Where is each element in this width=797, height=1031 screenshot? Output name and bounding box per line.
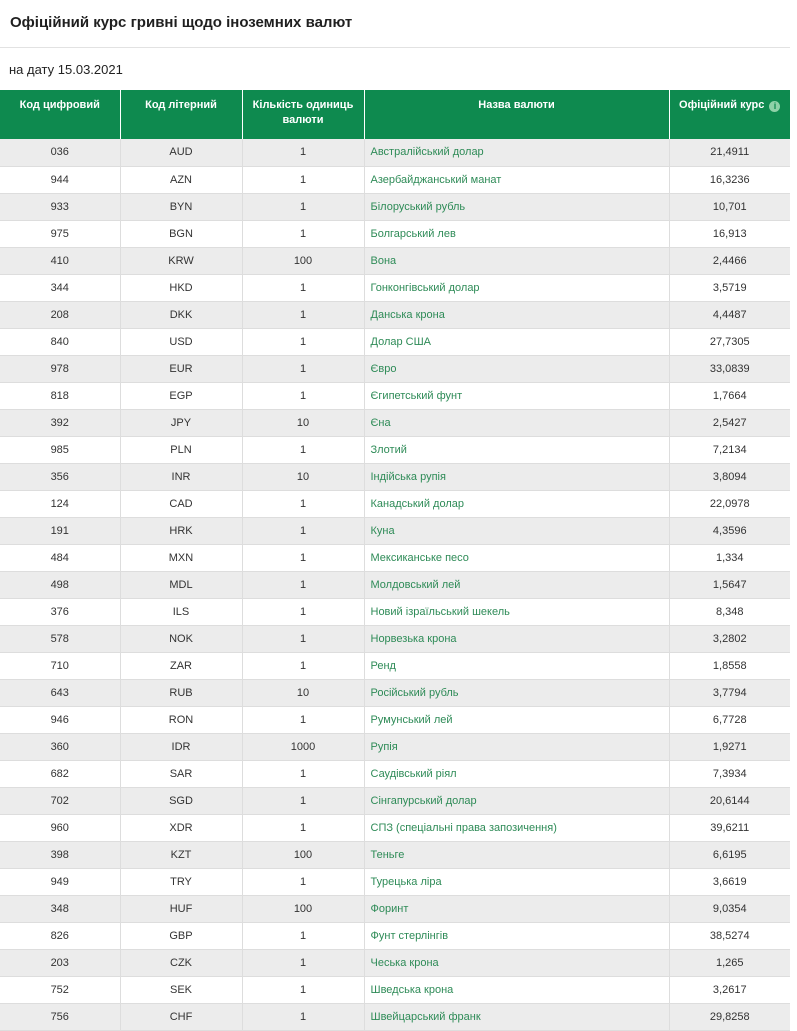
cell-units: 1 bbox=[242, 517, 364, 544]
cell-letter-code: TRY bbox=[120, 868, 242, 895]
cell-numeric-code: 392 bbox=[0, 409, 120, 436]
cell-numeric-code: 944 bbox=[0, 166, 120, 193]
cell-letter-code: RUB bbox=[120, 679, 242, 706]
cell-numeric-code: 360 bbox=[0, 733, 120, 760]
cell-numeric-code: 752 bbox=[0, 976, 120, 1003]
cell-numeric-code: 975 bbox=[0, 220, 120, 247]
cell-official-rate: 3,7794 bbox=[669, 679, 790, 706]
cell-currency-name[interactable]: Ренд bbox=[364, 652, 669, 679]
cell-currency-name[interactable]: Саудівський ріял bbox=[364, 760, 669, 787]
cell-letter-code: HRK bbox=[120, 517, 242, 544]
cell-currency-name[interactable]: Новий ізраїльський шекель bbox=[364, 598, 669, 625]
table-row bbox=[0, 301, 790, 328]
cell-numeric-code: 643 bbox=[0, 679, 120, 706]
cell-numeric-code: 208 bbox=[0, 301, 120, 328]
cell-letter-code: SGD bbox=[120, 787, 242, 814]
cell-currency-name[interactable]: Фунт стерлінгів bbox=[364, 922, 669, 949]
cell-units: 1 bbox=[242, 625, 364, 652]
table-row bbox=[0, 841, 790, 868]
table-row bbox=[0, 868, 790, 895]
cell-letter-code: BYN bbox=[120, 193, 242, 220]
table-row bbox=[0, 517, 790, 544]
table-row bbox=[0, 544, 790, 571]
table-row bbox=[0, 166, 790, 193]
cell-official-rate: 20,6144 bbox=[669, 787, 790, 814]
cell-letter-code: CZK bbox=[120, 949, 242, 976]
table-row bbox=[0, 625, 790, 652]
cell-currency-name[interactable]: Сінгапурський долар bbox=[364, 787, 669, 814]
cell-units: 1 bbox=[242, 760, 364, 787]
table-row bbox=[0, 382, 790, 409]
cell-numeric-code: 344 bbox=[0, 274, 120, 301]
cell-numeric-code: 578 bbox=[0, 625, 120, 652]
cell-units: 1 bbox=[242, 436, 364, 463]
cell-numeric-code: 702 bbox=[0, 787, 120, 814]
cell-units: 1 bbox=[242, 382, 364, 409]
cell-official-rate: 38,5274 bbox=[669, 922, 790, 949]
column-header-numeric-code[interactable]: Код цифровий bbox=[0, 90, 120, 139]
cell-official-rate: 10,701 bbox=[669, 193, 790, 220]
cell-letter-code: AUD bbox=[120, 139, 242, 166]
cell-currency-name[interactable]: Єна bbox=[364, 409, 669, 436]
table-row bbox=[0, 463, 790, 490]
cell-currency-name[interactable]: СПЗ (спеціальні права запозичення) bbox=[364, 814, 669, 841]
table-row bbox=[0, 193, 790, 220]
cell-official-rate: 7,2134 bbox=[669, 436, 790, 463]
cell-units: 100 bbox=[242, 895, 364, 922]
cell-currency-name[interactable]: Швейцарський франк bbox=[364, 1003, 669, 1030]
cell-official-rate: 33,0839 bbox=[669, 355, 790, 382]
cell-numeric-code: 484 bbox=[0, 544, 120, 571]
table-row bbox=[0, 274, 790, 301]
cell-units: 1 bbox=[242, 355, 364, 382]
cell-currency-name[interactable]: Молдовський лей bbox=[364, 571, 669, 598]
cell-currency-name[interactable]: Мексиканське песо bbox=[364, 544, 669, 571]
cell-currency-name[interactable]: Чеська крона bbox=[364, 949, 669, 976]
table-header-row bbox=[0, 90, 790, 139]
table-body bbox=[0, 139, 790, 1030]
cell-official-rate: 1,5647 bbox=[669, 571, 790, 598]
cell-letter-code: PLN bbox=[120, 436, 242, 463]
page-title: Офіційний курс гривні щодо іноземних валют bbox=[10, 14, 353, 31]
cell-numeric-code: 826 bbox=[0, 922, 120, 949]
cell-units: 1 bbox=[242, 949, 364, 976]
cell-currency-name[interactable]: Євро bbox=[364, 355, 669, 382]
table-row bbox=[0, 706, 790, 733]
cell-official-rate: 9,0354 bbox=[669, 895, 790, 922]
page-header bbox=[0, 0, 790, 48]
cell-currency-name[interactable]: Рупія bbox=[364, 733, 669, 760]
cell-numeric-code: 398 bbox=[0, 841, 120, 868]
cell-official-rate: 6,6195 bbox=[669, 841, 790, 868]
cell-official-rate: 29,8258 bbox=[669, 1003, 790, 1030]
cell-numeric-code: 191 bbox=[0, 517, 120, 544]
cell-numeric-code: 124 bbox=[0, 490, 120, 517]
cell-currency-name[interactable]: Канадський долар bbox=[364, 490, 669, 517]
table-row bbox=[0, 922, 790, 949]
cell-official-rate: 4,4487 bbox=[669, 301, 790, 328]
cell-letter-code: XDR bbox=[120, 814, 242, 841]
cell-numeric-code: 036 bbox=[0, 139, 120, 166]
cell-letter-code: BGN bbox=[120, 220, 242, 247]
cell-numeric-code: 978 bbox=[0, 355, 120, 382]
cell-letter-code: HKD bbox=[120, 274, 242, 301]
cell-official-rate: 7,3934 bbox=[669, 760, 790, 787]
cell-letter-code: IDR bbox=[120, 733, 242, 760]
cell-currency-name[interactable]: Болгарський лев bbox=[364, 220, 669, 247]
cell-units: 1000 bbox=[242, 733, 364, 760]
cell-official-rate: 1,9271 bbox=[669, 733, 790, 760]
cell-letter-code: ILS bbox=[120, 598, 242, 625]
table-row bbox=[0, 328, 790, 355]
table-header bbox=[0, 90, 790, 139]
cell-currency-name[interactable]: Долар США bbox=[364, 328, 669, 355]
cell-numeric-code: 840 bbox=[0, 328, 120, 355]
table-row bbox=[0, 247, 790, 274]
cell-official-rate: 1,8558 bbox=[669, 652, 790, 679]
cell-units: 1 bbox=[242, 328, 364, 355]
cell-units: 10 bbox=[242, 463, 364, 490]
cell-letter-code: RON bbox=[120, 706, 242, 733]
cell-units: 1 bbox=[242, 220, 364, 247]
cell-official-rate: 8,348 bbox=[669, 598, 790, 625]
cell-numeric-code: 818 bbox=[0, 382, 120, 409]
cell-letter-code: MXN bbox=[120, 544, 242, 571]
cell-letter-code: MDL bbox=[120, 571, 242, 598]
cell-letter-code: JPY bbox=[120, 409, 242, 436]
cell-units: 1 bbox=[242, 274, 364, 301]
cell-official-rate: 3,5719 bbox=[669, 274, 790, 301]
table-row bbox=[0, 895, 790, 922]
cell-units: 1 bbox=[242, 544, 364, 571]
cell-currency-name[interactable]: Теньге bbox=[364, 841, 669, 868]
cell-units: 1 bbox=[242, 706, 364, 733]
exchange-rates-table bbox=[0, 90, 790, 1031]
cell-numeric-code: 682 bbox=[0, 760, 120, 787]
table-row bbox=[0, 220, 790, 247]
table-row bbox=[0, 1003, 790, 1030]
cell-letter-code: CAD bbox=[120, 490, 242, 517]
cell-currency-name[interactable]: Індійська рупія bbox=[364, 463, 669, 490]
cell-currency-name[interactable]: Данська крона bbox=[364, 301, 669, 328]
table-row bbox=[0, 571, 790, 598]
cell-units: 100 bbox=[242, 841, 364, 868]
cell-currency-name[interactable]: Австралійський долар bbox=[364, 139, 669, 166]
cell-currency-name[interactable]: Шведська крона bbox=[364, 976, 669, 1003]
cell-currency-name[interactable]: Румунський лей bbox=[364, 706, 669, 733]
cell-currency-name[interactable]: Російський рубль bbox=[364, 679, 669, 706]
table-row bbox=[0, 949, 790, 976]
cell-units: 1 bbox=[242, 598, 364, 625]
cell-official-rate: 1,265 bbox=[669, 949, 790, 976]
cell-units: 1 bbox=[242, 652, 364, 679]
cell-numeric-code: 203 bbox=[0, 949, 120, 976]
table-row bbox=[0, 598, 790, 625]
cell-official-rate: 2,4466 bbox=[669, 247, 790, 274]
cell-units: 1 bbox=[242, 1003, 364, 1030]
cell-official-rate: 16,3236 bbox=[669, 166, 790, 193]
cell-letter-code: KZT bbox=[120, 841, 242, 868]
cell-currency-name[interactable]: Гонконгівський долар bbox=[364, 274, 669, 301]
cell-units: 1 bbox=[242, 976, 364, 1003]
cell-currency-name[interactable]: Єгипетський фунт bbox=[364, 382, 669, 409]
table-row bbox=[0, 652, 790, 679]
cell-units: 100 bbox=[242, 247, 364, 274]
cell-official-rate: 3,2802 bbox=[669, 625, 790, 652]
cell-official-rate: 1,334 bbox=[669, 544, 790, 571]
cell-units: 1 bbox=[242, 868, 364, 895]
cell-currency-name[interactable]: Куна bbox=[364, 517, 669, 544]
cell-units: 1 bbox=[242, 787, 364, 814]
cell-units: 10 bbox=[242, 409, 364, 436]
cell-numeric-code: 410 bbox=[0, 247, 120, 274]
cell-currency-name[interactable]: Вона bbox=[364, 247, 669, 274]
cell-official-rate: 3,2617 bbox=[669, 976, 790, 1003]
cell-numeric-code: 348 bbox=[0, 895, 120, 922]
table-row bbox=[0, 976, 790, 1003]
info-icon[interactable]: i bbox=[769, 101, 780, 112]
cell-units: 1 bbox=[242, 139, 364, 166]
cell-official-rate: 6,7728 bbox=[669, 706, 790, 733]
cell-numeric-code: 498 bbox=[0, 571, 120, 598]
cell-numeric-code: 356 bbox=[0, 463, 120, 490]
cell-letter-code: INR bbox=[120, 463, 242, 490]
column-header-letter-code[interactable]: Код літерний bbox=[120, 90, 242, 139]
cell-letter-code: EGP bbox=[120, 382, 242, 409]
cell-numeric-code: 946 bbox=[0, 706, 120, 733]
cell-letter-code: AZN bbox=[120, 166, 242, 193]
cell-numeric-code: 949 bbox=[0, 868, 120, 895]
cell-currency-name[interactable]: Форинт bbox=[364, 895, 669, 922]
cell-official-rate: 2,5427 bbox=[669, 409, 790, 436]
cell-letter-code: GBP bbox=[120, 922, 242, 949]
cell-numeric-code: 985 bbox=[0, 436, 120, 463]
cell-currency-name[interactable]: Турецька ліра bbox=[364, 868, 669, 895]
cell-letter-code: DKK bbox=[120, 301, 242, 328]
table-row bbox=[0, 436, 790, 463]
cell-official-rate: 16,913 bbox=[669, 220, 790, 247]
table-row bbox=[0, 679, 790, 706]
cell-official-rate: 1,7664 bbox=[669, 382, 790, 409]
cell-official-rate: 22,0978 bbox=[669, 490, 790, 517]
table-row bbox=[0, 760, 790, 787]
column-header-currency-name[interactable]: Назва валюти bbox=[364, 90, 669, 139]
table-row bbox=[0, 409, 790, 436]
cell-units: 1 bbox=[242, 490, 364, 517]
cell-numeric-code: 960 bbox=[0, 814, 120, 841]
cell-numeric-code: 756 bbox=[0, 1003, 120, 1030]
cell-currency-name[interactable]: Норвезька крона bbox=[364, 625, 669, 652]
cell-currency-name[interactable]: Злотий bbox=[364, 436, 669, 463]
cell-units: 1 bbox=[242, 166, 364, 193]
cell-official-rate: 3,8094 bbox=[669, 463, 790, 490]
cell-numeric-code: 933 bbox=[0, 193, 120, 220]
cell-letter-code: HUF bbox=[120, 895, 242, 922]
table-row bbox=[0, 787, 790, 814]
cell-official-rate: 21,4911 bbox=[669, 139, 790, 166]
table-row bbox=[0, 814, 790, 841]
cell-official-rate: 39,6211 bbox=[669, 814, 790, 841]
cell-units: 1 bbox=[242, 571, 364, 598]
cell-currency-name[interactable]: Азербайджанський манат bbox=[364, 166, 669, 193]
cell-letter-code: NOK bbox=[120, 625, 242, 652]
cell-letter-code: CHF bbox=[120, 1003, 242, 1030]
cell-units: 1 bbox=[242, 922, 364, 949]
cell-letter-code: USD bbox=[120, 328, 242, 355]
column-header-official-rate-label: Офіційний курс bbox=[679, 99, 765, 111]
cell-official-rate: 4,3596 bbox=[669, 517, 790, 544]
table-row bbox=[0, 139, 790, 166]
cell-official-rate: 3,6619 bbox=[669, 868, 790, 895]
cell-official-rate: 27,7305 bbox=[669, 328, 790, 355]
column-header-official-rate[interactable] bbox=[669, 90, 790, 139]
column-header-units[interactable]: Кількість одиниць валюти bbox=[242, 90, 364, 139]
cell-numeric-code: 710 bbox=[0, 652, 120, 679]
table-row bbox=[0, 733, 790, 760]
table-row bbox=[0, 355, 790, 382]
cell-currency-name[interactable]: Білоруський рубль bbox=[364, 193, 669, 220]
cell-units: 1 bbox=[242, 814, 364, 841]
cell-letter-code: EUR bbox=[120, 355, 242, 382]
cell-units: 1 bbox=[242, 193, 364, 220]
cell-numeric-code: 376 bbox=[0, 598, 120, 625]
cell-units: 1 bbox=[242, 301, 364, 328]
cell-letter-code: SEK bbox=[120, 976, 242, 1003]
cell-letter-code: ZAR bbox=[120, 652, 242, 679]
cell-letter-code: SAR bbox=[120, 760, 242, 787]
table-row bbox=[0, 490, 790, 517]
date-line: на дату 15.03.2021 bbox=[9, 62, 123, 77]
cell-units: 10 bbox=[242, 679, 364, 706]
cell-letter-code: KRW bbox=[120, 247, 242, 274]
